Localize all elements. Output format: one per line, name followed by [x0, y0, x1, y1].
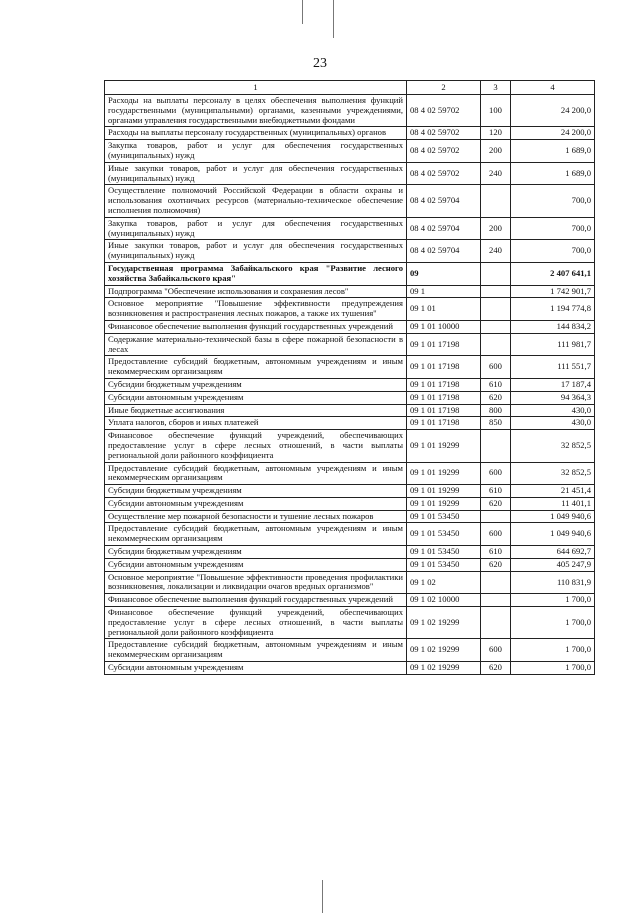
- target-code-cell: 09 1 01 17198: [407, 404, 481, 417]
- amount-cell: 1 742 901,7: [511, 285, 595, 298]
- table-row: [105, 185, 595, 217]
- table-row: [105, 127, 595, 140]
- target-code-cell: 09 1 01 17198: [407, 333, 481, 356]
- target-code-cell: 09 1 01 10000: [407, 320, 481, 333]
- expense-name-cell: Уплата налогов, сборов и иных платежей: [105, 417, 407, 430]
- amount-cell: 1 700,0: [511, 594, 595, 607]
- expense-name-cell: Государственная программа Забайкальского края "Развитие лесного хозяйства Забайкальского края": [105, 262, 407, 285]
- amount-cell: 32 852,5: [511, 430, 595, 462]
- expense-name-cell: Предоставление субсидий бюджетным, автономным учреждениям и иным некоммерческим организациям: [105, 462, 407, 485]
- table-row: [105, 404, 595, 417]
- amount-cell: 144 834,2: [511, 320, 595, 333]
- expense-name-cell: Закупка товаров, работ и услуг для обеспечения государственных (муниципальных) нужд: [105, 140, 407, 163]
- target-code-cell: 09 1 01 53450: [407, 510, 481, 523]
- target-code-cell: 09 1 02 10000: [407, 594, 481, 607]
- expense-name-cell: Финансовое обеспечение выполнения функций государственных учреждений: [105, 594, 407, 607]
- amount-cell: 1 049 940,6: [511, 523, 595, 546]
- table-row: [105, 639, 595, 662]
- expense-name-cell: Закупка товаров, работ и услуг для обеспечения государственных (муниципальных) нужд: [105, 217, 407, 240]
- amount-cell: 1 700,0: [511, 639, 595, 662]
- table-row: [105, 262, 595, 285]
- expense-type-cell: 800: [481, 404, 511, 417]
- expense-name-cell: Субсидии автономным учреждениям: [105, 497, 407, 510]
- expense-type-cell: 600: [481, 523, 511, 546]
- expense-type-cell: [481, 571, 511, 594]
- target-code-cell: 09 1 01: [407, 298, 481, 321]
- target-code-cell: 09 1 02 19299: [407, 607, 481, 639]
- expense-name-cell: Субсидии автономным учреждениям: [105, 391, 407, 404]
- expense-name-cell: Субсидии бюджетным учреждениям: [105, 485, 407, 498]
- table-row: [105, 378, 595, 391]
- table-row: [105, 285, 595, 298]
- table-row: [105, 462, 595, 485]
- expense-name-cell: Финансовое обеспечение функций учреждений, обеспечивающих предоставление услуг в сфере лесных отношений, в части выплаты региональной доли районного коэффициента: [105, 430, 407, 462]
- table-row: [105, 430, 595, 462]
- table-row: [105, 356, 595, 379]
- amount-cell: 430,0: [511, 404, 595, 417]
- expense-type-cell: 600: [481, 356, 511, 379]
- amount-cell: 24 200,0: [511, 95, 595, 127]
- amount-cell: 111 551,7: [511, 356, 595, 379]
- target-code-cell: 09 1 01 19299: [407, 485, 481, 498]
- amount-cell: 111 981,7: [511, 333, 595, 356]
- table-row: [105, 217, 595, 240]
- expense-name-cell: Подпрограмма "Обеспечение использования и сохранения лесов": [105, 285, 407, 298]
- scan-mark-top-2: [333, 0, 334, 38]
- table-row: [105, 162, 595, 185]
- expense-type-cell: 620: [481, 662, 511, 675]
- column-header-3: 3: [481, 81, 511, 95]
- target-code-cell: 08 4 02 59702: [407, 127, 481, 140]
- target-code-cell: 09: [407, 262, 481, 285]
- expense-type-cell: 620: [481, 391, 511, 404]
- expense-type-cell: [481, 262, 511, 285]
- table-row: [105, 333, 595, 356]
- expense-name-cell: Субсидии бюджетным учреждениям: [105, 378, 407, 391]
- table-row: [105, 607, 595, 639]
- amount-cell: 1 689,0: [511, 162, 595, 185]
- expense-type-cell: 610: [481, 546, 511, 559]
- expense-type-cell: [481, 320, 511, 333]
- expense-type-cell: 620: [481, 558, 511, 571]
- amount-cell: 21 451,4: [511, 485, 595, 498]
- target-code-cell: 09 1 01 17198: [407, 378, 481, 391]
- target-code-cell: 09 1 01 53450: [407, 546, 481, 559]
- expense-name-cell: Предоставление субсидий бюджетным, автономным учреждениям и иным некоммерческим организациям: [105, 356, 407, 379]
- expense-name-cell: Основное мероприятие "Повышение эффективности проведения профилактики возникновения, локализации и ликвидации очагов вредных организмов": [105, 571, 407, 594]
- expense-type-cell: [481, 333, 511, 356]
- table-row: [105, 320, 595, 333]
- amount-cell: 110 831,9: [511, 571, 595, 594]
- target-code-cell: 09 1 01 19299: [407, 497, 481, 510]
- table-row: [105, 546, 595, 559]
- expense-type-cell: [481, 185, 511, 217]
- target-code-cell: 09 1: [407, 285, 481, 298]
- target-code-cell: 08 4 02 59702: [407, 95, 481, 127]
- table-row: [105, 523, 595, 546]
- expense-name-cell: Осуществление полномочий Российской Федерации в области охраны и использования охотничьих ресурсов (материально-техническое обеспечение исполнения полномочия): [105, 185, 407, 217]
- expense-name-cell: Финансовое обеспечение выполнения функций государственных учреждений: [105, 320, 407, 333]
- expense-type-cell: [481, 510, 511, 523]
- expense-type-cell: 100: [481, 95, 511, 127]
- expense-type-cell: 200: [481, 217, 511, 240]
- scan-mark-top-1: [302, 0, 303, 24]
- expense-name-cell: Иные закупки товаров, работ и услуг для обеспечения государственных (муниципальных) нужд: [105, 240, 407, 263]
- table-row: [105, 558, 595, 571]
- table-row: [105, 485, 595, 498]
- amount-cell: 1 049 940,6: [511, 510, 595, 523]
- expense-type-cell: 240: [481, 162, 511, 185]
- table-row: [105, 417, 595, 430]
- amount-cell: 17 187,4: [511, 378, 595, 391]
- table-row: [105, 95, 595, 127]
- table-row: [105, 594, 595, 607]
- amount-cell: 32 852,5: [511, 462, 595, 485]
- target-code-cell: 08 4 02 59704: [407, 185, 481, 217]
- scan-mark-bottom: [322, 880, 323, 913]
- target-code-cell: 08 4 02 59704: [407, 240, 481, 263]
- target-code-cell: 09 1 01 17198: [407, 417, 481, 430]
- table-row: [105, 571, 595, 594]
- budget-table: [104, 80, 595, 675]
- expense-name-cell: Иные закупки товаров, работ и услуг для обеспечения государственных (муниципальных) нужд: [105, 162, 407, 185]
- amount-cell: 644 692,7: [511, 546, 595, 559]
- amount-cell: 1 700,0: [511, 607, 595, 639]
- amount-cell: 1 700,0: [511, 662, 595, 675]
- page-number: 23: [313, 56, 327, 71]
- expense-type-cell: [481, 298, 511, 321]
- expense-type-cell: 620: [481, 497, 511, 510]
- table-row: [105, 240, 595, 263]
- expense-type-cell: 610: [481, 485, 511, 498]
- target-code-cell: 09 1 02: [407, 571, 481, 594]
- target-code-cell: 09 1 01 19299: [407, 430, 481, 462]
- target-code-cell: 09 1 01 53450: [407, 523, 481, 546]
- expense-name-cell: Предоставление субсидий бюджетным, автономным учреждениям и иным некоммерческим организациям: [105, 639, 407, 662]
- target-code-cell: 09 1 02 19299: [407, 662, 481, 675]
- column-header-4: 4: [511, 81, 595, 95]
- target-code-cell: 09 1 01 17198: [407, 391, 481, 404]
- budget-table-body: [105, 81, 595, 675]
- target-code-cell: 08 4 02 59702: [407, 140, 481, 163]
- expense-name-cell: Содержание материально-технической базы в сфере пожарной безопасности в лесах: [105, 333, 407, 356]
- expense-name-cell: Финансовое обеспечение функций учреждений, обеспечивающих предоставление услуг в сфере лесных отношений, в части выплаты региональной доли районного коэффициента: [105, 607, 407, 639]
- target-code-cell: 08 4 02 59704: [407, 217, 481, 240]
- expense-type-cell: 610: [481, 378, 511, 391]
- expense-name-cell: Субсидии автономным учреждениям: [105, 662, 407, 675]
- table-row: [105, 391, 595, 404]
- expense-name-cell: Субсидии бюджетным учреждениям: [105, 546, 407, 559]
- expense-name-cell: Осуществление мер пожарной безопасности и тушение лесных пожаров: [105, 510, 407, 523]
- expense-name-cell: Предоставление субсидий бюджетным, автономным учреждениям и иным некоммерческим организациям: [105, 523, 407, 546]
- target-code-cell: 09 1 02 19299: [407, 639, 481, 662]
- target-code-cell: 09 1 01 53450: [407, 558, 481, 571]
- expense-name-cell: Иные бюджетные ассигнования: [105, 404, 407, 417]
- expense-type-cell: 120: [481, 127, 511, 140]
- expense-type-cell: [481, 594, 511, 607]
- amount-cell: 430,0: [511, 417, 595, 430]
- table-row: [105, 662, 595, 675]
- table-row: [105, 497, 595, 510]
- expense-name-cell: Основное мероприятие "Повышение эффективности предупреждения возникновения и распространения лесных пожаров, а также их тушения": [105, 298, 407, 321]
- amount-cell: 24 200,0: [511, 127, 595, 140]
- expense-type-cell: 600: [481, 639, 511, 662]
- table-header-row: [105, 81, 595, 95]
- table-row: [105, 510, 595, 523]
- expense-type-cell: [481, 285, 511, 298]
- expense-type-cell: 850: [481, 417, 511, 430]
- amount-cell: 700,0: [511, 240, 595, 263]
- expense-type-cell: 200: [481, 140, 511, 163]
- expense-type-cell: 240: [481, 240, 511, 263]
- amount-cell: 2 407 641,1: [511, 262, 595, 285]
- amount-cell: 11 401,1: [511, 497, 595, 510]
- target-code-cell: 09 1 01 17198: [407, 356, 481, 379]
- expense-type-cell: [481, 430, 511, 462]
- table-row: [105, 140, 595, 163]
- amount-cell: 1 689,0: [511, 140, 595, 163]
- column-header-2: 2: [407, 81, 481, 95]
- column-header-1: 1: [105, 81, 407, 95]
- amount-cell: 1 194 774,8: [511, 298, 595, 321]
- target-code-cell: 09 1 01 19299: [407, 462, 481, 485]
- expense-name-cell: Расходы на выплаты персоналу государственных (муниципальных) органов: [105, 127, 407, 140]
- expense-type-cell: 600: [481, 462, 511, 485]
- target-code-cell: 08 4 02 59702: [407, 162, 481, 185]
- amount-cell: 700,0: [511, 217, 595, 240]
- amount-cell: 405 247,9: [511, 558, 595, 571]
- amount-cell: 94 364,3: [511, 391, 595, 404]
- table-row: [105, 298, 595, 321]
- expense-name-cell: Субсидии автономным учреждениям: [105, 558, 407, 571]
- expense-type-cell: [481, 607, 511, 639]
- amount-cell: 700,0: [511, 185, 595, 217]
- expense-name-cell: Расходы на выплаты персоналу в целях обеспечения выполнения функций государственными (муниципальными) органами, казенными учреждениями, органами управления государственными внебюджетными фондами: [105, 95, 407, 127]
